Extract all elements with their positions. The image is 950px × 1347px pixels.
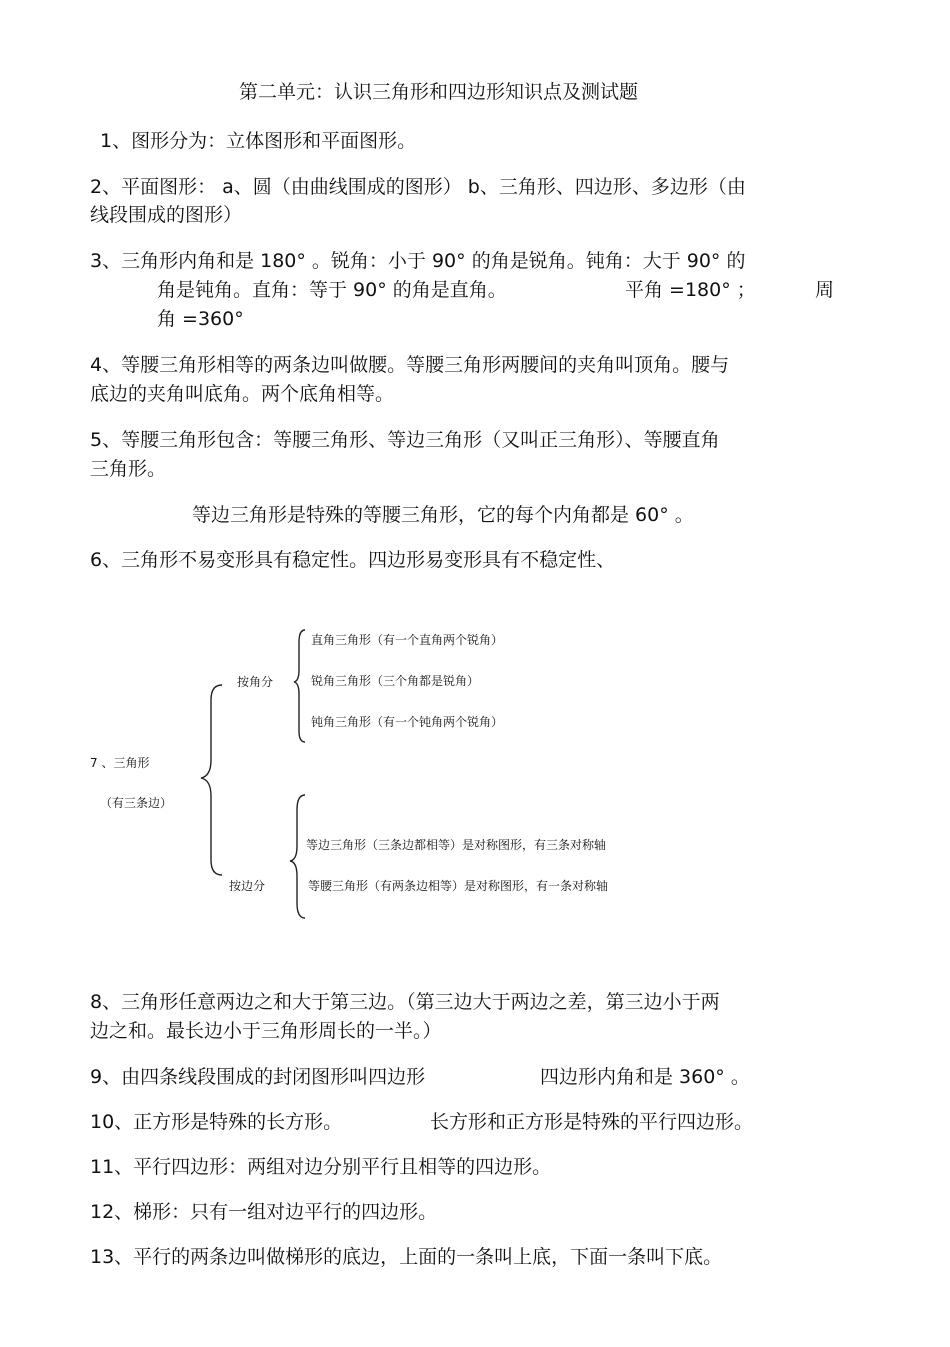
diagram-root-label: 7 、三角形 xyxy=(90,756,150,770)
item-3-line-2a: 角是钝角。直角：等于 90° 的角是直角。 xyxy=(157,279,507,301)
item-2-line-1: 2、平面图形： a、圆（由曲线围成的图形） b、三角形、四边形、多边形（由 xyxy=(90,176,746,198)
by-angle-label: 按角分 xyxy=(237,675,274,689)
side-brace xyxy=(290,795,305,918)
item-13: 13、平行的两条边叫做梯形的底边，上面的一条叫上底，下面一条叫下底。 xyxy=(90,1246,723,1268)
item-4-line-1: 4、等腰三角形相等的两条边叫做腰。等腰三角形两腰间的夹角叫顶角。腰与 xyxy=(90,354,730,376)
item-10-b: 长方形和正方形是特殊的平行四边形。 xyxy=(430,1111,754,1133)
main-brace xyxy=(201,685,222,875)
item-5-line-3: 等边三角形是特殊的等腰三角形，它的每个内角都是 60° 。 xyxy=(192,504,694,526)
item-5-line-2: 三角形。 xyxy=(90,458,167,480)
item-3-line-1: 3、三角形内角和是 180° 。锐角：小于 90° 的角是锐角。钝角：大于 90° 的 xyxy=(90,250,746,272)
item-6: 6、三角形不易变形具有稳定性。四边形易变形具有不稳定性、 xyxy=(90,549,616,571)
item-9-a: 9、由四条线段围成的封闭图形叫四边形 xyxy=(90,1066,426,1088)
angle-brace xyxy=(294,630,305,742)
item-8-line-1: 8、三角形任意两边之和大于第三边。（第三边大于两边之差，第三边小于两 xyxy=(90,991,720,1013)
angle-item-obtuse: 钝角三角形（有一个钝角两个锐角） xyxy=(311,715,504,729)
item-12: 12、梯形：只有一组对边平行的四边形。 xyxy=(90,1201,438,1223)
side-item-isosceles: 等腰三角形（有两条边相等）是对称图形，有一条对称轴 xyxy=(308,879,609,893)
item-4-line-2: 底边的夹角叫底角。两个底角相等。 xyxy=(90,383,395,405)
side-item-equilateral: 等边三角形（三条边都相等）是对称图形，有三条对称轴 xyxy=(306,838,607,852)
item-11: 11、平行四边形：两组对边分别平行且相等的四边形。 xyxy=(90,1156,552,1178)
item-10-a: 10、正方形是特殊的长方形。 xyxy=(90,1111,343,1133)
angle-item-acute: 锐角三角形（三个角都是锐角） xyxy=(311,674,480,688)
item-8-line-2: 边之和。最长边小于三角形周长的一半。） xyxy=(90,1020,442,1042)
item-3-line-3: 角 =360° xyxy=(157,308,244,330)
by-side-label: 按边分 xyxy=(229,879,266,893)
page-title: 第二单元：认识三角形和四边形知识点及测试题 xyxy=(239,81,639,103)
item-5-line-1: 5、等腰三角形包含：等腰三角形、等边三角形（又叫正三角形）、等腰直角 xyxy=(90,429,720,451)
item-1: 1、图形分为：立体图形和平面图形。 xyxy=(100,130,417,152)
item-3-line-2c: 周 xyxy=(815,279,835,301)
angle-item-right: 直角三角形（有一个直角两个锐角） xyxy=(311,633,504,647)
diagram-root-sub: （有三条边） xyxy=(100,796,173,810)
item-3-line-2b: 平角 =180° ； xyxy=(625,279,756,301)
item-2-line-2: 线段围成的图形） xyxy=(90,204,243,226)
item-9-b: 四边形内角和是 360° 。 xyxy=(540,1066,750,1088)
